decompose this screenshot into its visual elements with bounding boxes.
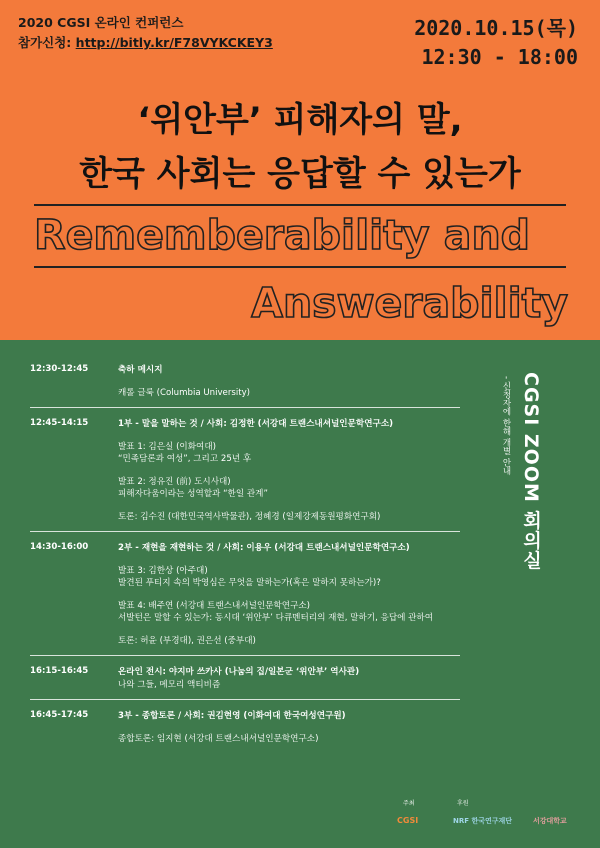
schedule-content (118, 542, 460, 647)
spacer (118, 377, 460, 387)
schedule-time: 12:45-14:15 (30, 418, 89, 428)
session-detail: 토론: 김수진 (대한민국역사박물관), 정혜경 (일제강제동원평화연구회) (118, 511, 381, 522)
session-detail: 종합토론: 임지현 (서강대 트랜스내셔널인문학연구소) (118, 733, 319, 744)
event-name: 2020 CGSI 온라인 컨퍼런스 (18, 15, 184, 30)
spacer (118, 723, 460, 733)
session-detail: 발표 4: 배주연 (서강대 트랜스내셔널인문학연구소) (118, 600, 311, 611)
session-detail: 발표 3: 김한상 (아주대) (118, 565, 208, 576)
session-detail: 피해자다움이라는 성역할과 “한일 관계” (118, 489, 268, 499)
divider (34, 204, 566, 206)
schedule-row (30, 700, 460, 753)
event-datetime (414, 14, 578, 72)
register-line (18, 33, 273, 53)
session-detail: 발표 2: 정유진 (前) 도시사대) (118, 476, 231, 487)
divider (34, 266, 566, 268)
schedule-row (30, 364, 460, 408)
schedule-time: 16:45-17:45 (30, 710, 89, 720)
schedule-content (118, 364, 460, 399)
session-heading: 2부 - 재현을 재현하는 것 / 사회: 이용우 (서강대 트랜스내셔널인문학연구소) (118, 543, 410, 553)
spacer (118, 590, 460, 600)
spacer (118, 466, 460, 476)
zoom-title: CGSI ZOOM 회의실 (520, 372, 542, 571)
schedule (30, 364, 460, 753)
session-heading: 온라인 전시: 야지마 쓰카사 (나눔의 집/일본군 ‘위안부’ 역사관) (118, 667, 360, 677)
register-link[interactable]: http://bitly.kr/F78VYKCKEY3 (75, 35, 273, 50)
sogang-logo: 서강대학교 (533, 817, 567, 825)
spacer (118, 431, 460, 441)
host-label: 주최 (403, 800, 415, 807)
event-time: 12:30 - 18:00 (421, 45, 578, 69)
schedule-row (30, 532, 460, 656)
session-detail: “민족담론과 여성”, 그리고 25년 후 (118, 454, 252, 464)
title-line-1: ‘위안부’ 피해자의 말, (137, 100, 463, 140)
schedule-content (118, 710, 460, 745)
session-detail: 나와 그들, 메모리 액티비즘 (118, 679, 221, 690)
schedule-time: 14:30-16:00 (30, 542, 89, 552)
session-heading: 3부 - 종합토론 / 사회: 권김현영 (이화여대 한국여성연구원) (118, 711, 346, 721)
english-title-2: Answerability (251, 279, 568, 327)
schedule-time: 12:30-12:45 (30, 364, 89, 374)
session-heading: 축하 메시지 (118, 365, 163, 375)
register-label: 참가신청: (18, 35, 72, 50)
sponsor-label: 후원 (457, 800, 469, 807)
event-info (18, 13, 273, 53)
spacer (118, 625, 460, 635)
session-detail: 서발턴은 말할 수 있는가: 동시대 ‘위안부’ 다큐멘터리의 재현, 말하기, 응답에 관하여 (118, 613, 434, 623)
session-detail: 캐롤 글룩 (Columbia University) (118, 387, 251, 398)
nrf-logo: NRF 한국연구재단 (453, 817, 513, 825)
session-detail: 토론: 허윤 (부경대), 권은선 (중부대) (118, 635, 256, 646)
session-detail: 발견된 푸티지 속의 박영심은 무엇을 말하는가(혹은 말하지 못하는가)? (118, 578, 381, 588)
spacer (118, 555, 460, 565)
session-heading: 1부 - 말을 말하는 것 / 사회: 김정한 (서강대 트랜스내셔널인문학연구소) (118, 419, 394, 429)
event-date: 2020.10.15(목) (414, 16, 578, 40)
spacer (118, 501, 460, 511)
schedule-content (118, 666, 460, 691)
english-title-1: Rememberability and (34, 211, 530, 259)
title-line-2: 한국 사회는 응답할 수 있는가 (79, 154, 521, 194)
footer-logos (395, 798, 585, 838)
schedule-row (30, 656, 460, 700)
zoom-subtitle: - 신청자에 한해 개별 안내 (501, 376, 511, 475)
schedule-row (30, 408, 460, 532)
session-detail: 발표 1: 김은실 (이화여대) (118, 441, 216, 452)
cgsi-logo: CGSI (397, 816, 419, 825)
header-panel (0, 0, 600, 340)
schedule-time: 16:15-16:45 (30, 666, 89, 676)
schedule-content (118, 418, 460, 523)
